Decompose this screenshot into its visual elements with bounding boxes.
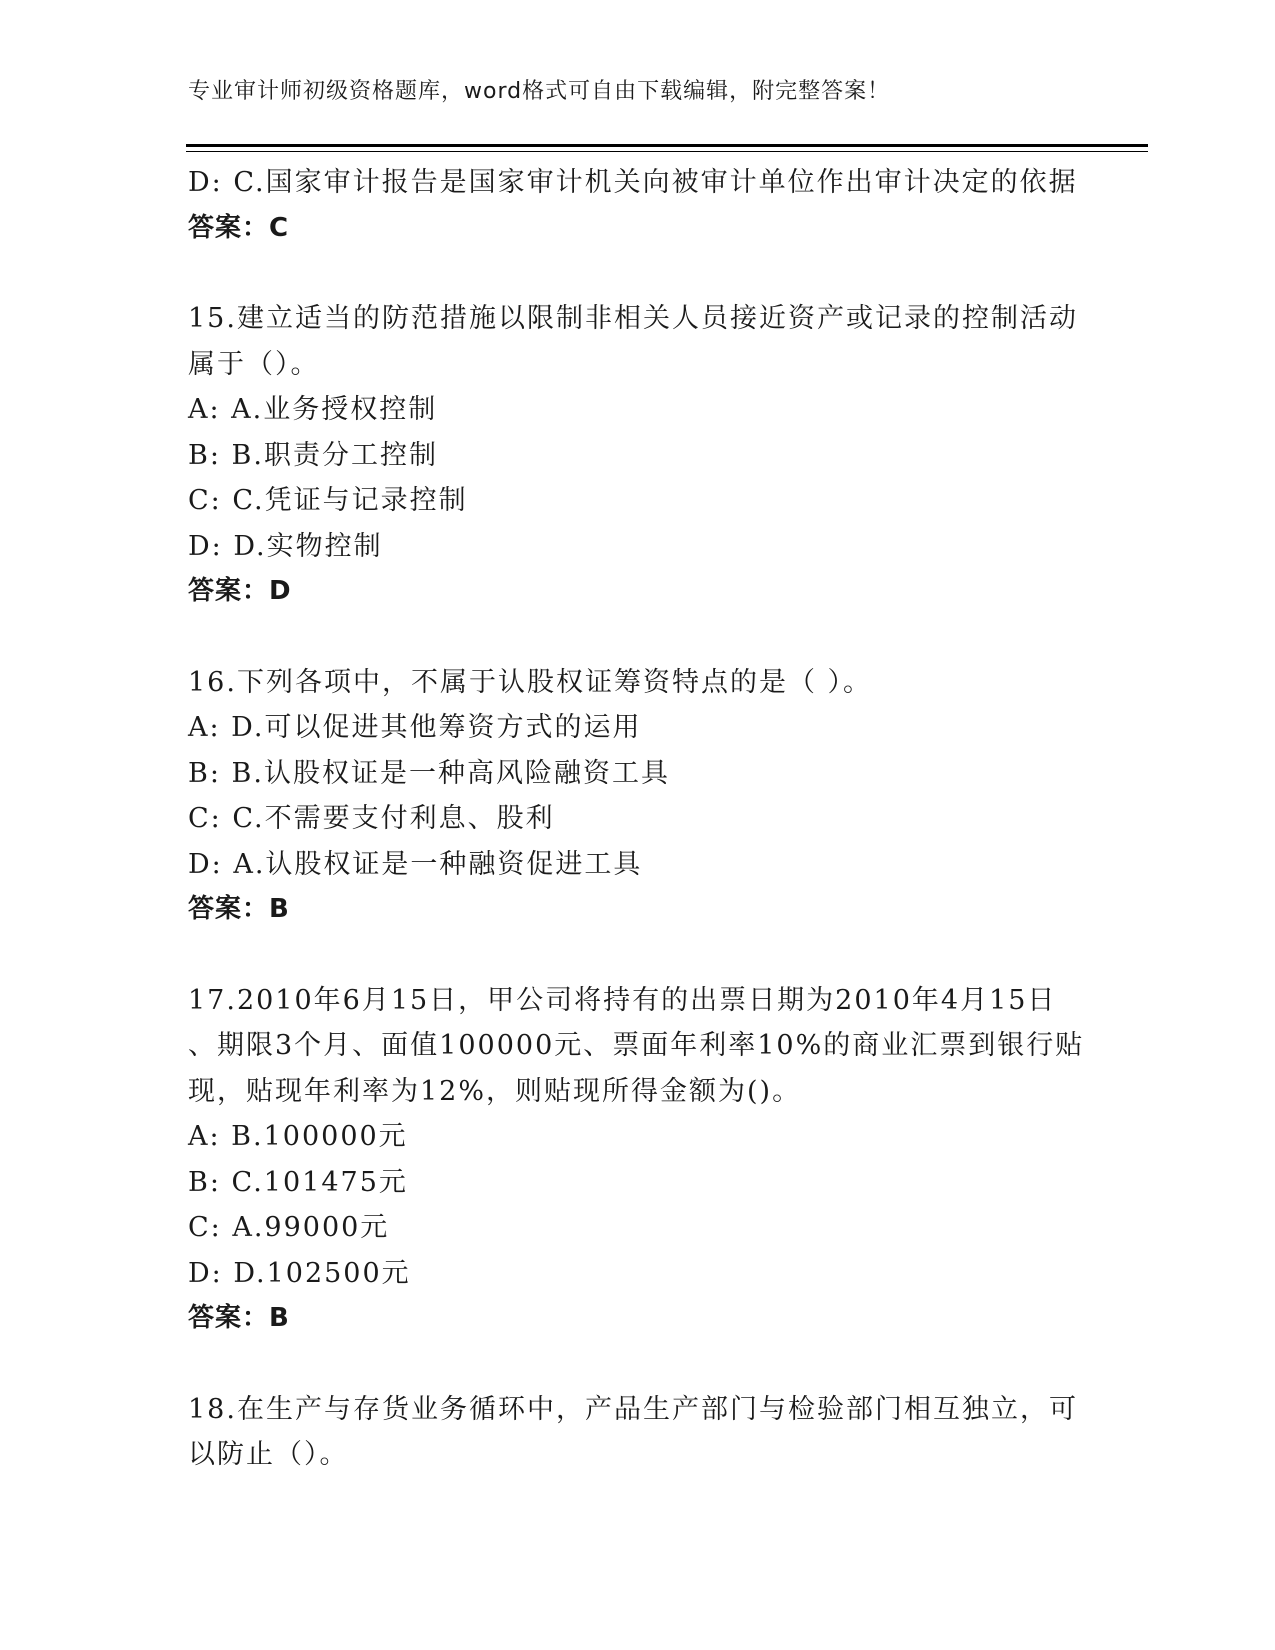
previous-question-tail — [188, 160, 1088, 251]
spacer — [188, 251, 1088, 296]
question-15 — [188, 296, 1088, 615]
question-stem: 、期限3个月、面值100000元、票面年利率10%的商业汇票到银行贴 — [188, 1030, 1085, 1061]
question-stem: 16.下列各项中，不属于认股权证筹资特点的是（ ）。 — [188, 666, 873, 698]
answer: 答案：B — [188, 1303, 290, 1333]
page-header: 专业审计师初级资格题库，word格式可自由下载编辑，附完整答案！ — [188, 79, 891, 104]
spacer — [188, 933, 1088, 978]
question-stem: 属于（）。 — [188, 348, 320, 380]
option-d: D: D.实物控制 — [188, 530, 383, 562]
option-d: D: C.国家审计报告是国家审计机关向被审计单位作出审计决定的依据 — [188, 167, 1078, 198]
answer: 答案：D — [188, 576, 292, 606]
question-16 — [188, 660, 1088, 933]
option-a: A: B.100000元 — [188, 1121, 408, 1152]
option-c: C: C.不需要支付利息、股利 — [188, 803, 555, 834]
question-17 — [188, 978, 1088, 1342]
answer: 答案：C — [188, 212, 290, 243]
header-divider-thin — [186, 151, 1148, 152]
question-stem: 18.在生产与存货业务循环中，产品生产部门与检验部门相互独立，可 — [188, 1393, 1078, 1425]
option-b: B: C.101475元 — [188, 1166, 408, 1198]
option-c: C: C.凭证与记录控制 — [188, 485, 468, 516]
question-stem: 现，贴现年利率为12%，则贴现所得金额为()。 — [188, 1075, 802, 1107]
answer: 答案：B — [188, 894, 290, 924]
question-stem: 17.2010年6月15日，甲公司将持有的出票日期为2010年4月15日 — [188, 984, 1057, 1016]
option-b: B: B.职责分工控制 — [188, 439, 438, 471]
question-18 — [188, 1387, 1088, 1478]
spacer — [188, 1342, 1088, 1387]
header-divider-thick — [186, 144, 1148, 147]
option-a: A: D.可以促进其他筹资方式的运用 — [188, 712, 642, 743]
option-c: C: A.99000元 — [188, 1212, 390, 1243]
option-d: D: D.102500元 — [188, 1257, 411, 1289]
option-d: D: A.认股权证是一种融资促进工具 — [188, 848, 643, 880]
option-b: B: B.认股权证是一种高风险融资工具 — [188, 757, 670, 789]
option-a: A: A.业务授权控制 — [188, 394, 438, 425]
question-stem: 15.建立适当的防范措施以限制非相关人员接近资产或记录的控制活动 — [188, 303, 1078, 334]
question-stem: 以防止（）。 — [188, 1439, 349, 1470]
question-content — [188, 160, 1088, 1478]
spacer — [188, 615, 1088, 660]
